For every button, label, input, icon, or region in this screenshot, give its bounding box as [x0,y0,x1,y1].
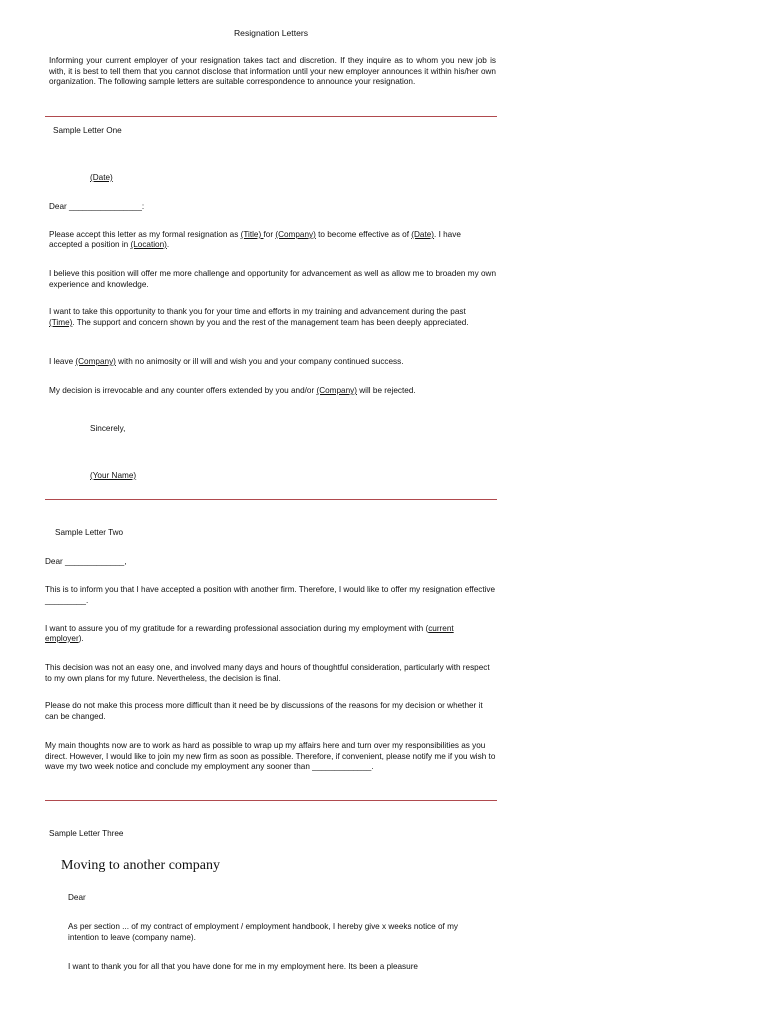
section-divider [45,116,497,117]
letter-two-para-2-line-2: employer). [45,634,84,643]
letter-three-para-1: As per section ... of my contract of employment / employment handbook, I hereby give x weeks notice of my intention to leave (company name). [68,922,458,942]
letter-one-salutation: Dear ________________: [49,202,145,211]
section-divider [45,499,497,500]
letter-two-heading: Sample Letter Two [55,528,124,537]
letter-one-para-5: My decision is irrevocable and any counter offers extended by you and/or (Company) will be rejected. [49,386,416,395]
document-title: Resignation Letters [233,28,309,38]
letter-two-para-4: Please do not make this process more difficult than it need be by discussions of the reasons for my decision or whether it can be changed. [45,701,483,721]
letter-two-para-2-line-1: I want to assure you of my gratitude for a rewarding professional association during my employment with (current [45,624,454,633]
section-divider [45,800,497,801]
letter-three-para-2: I want to thank you for all that you have done for me in my employment here. Its been a pleasure [68,962,418,971]
letter-two-para-5: My main thoughts now are to work as hard as possible to wrap up my affairs here and turn over my responsibilities as you direct. However, I would like to join my new firm as soon as possible. Therefore, if convenient, please notify me if you wish to wave my two week notice and conclude my employment any sooner than _____________. [45,741,496,772]
letter-one-closing: Sincerely, [90,424,126,433]
letter-two-para-3: This decision was not an easy one, and involved many days and hours of thoughtful consideration, particularly with respect to my own plans for my future. Nevertheless, the decision is final. [45,663,490,683]
letter-three-subtitle: Moving to another company [61,858,221,873]
letter-three-salutation: Dear [68,893,86,902]
letter-one-para-3-line-1: I want to take this opportunity to thank you for your time and efforts in my training and advancement during the past [49,307,466,316]
letter-one-para-3-rest: (Time). The support and concern shown by you and the rest of the management team has been deeply appreciated. [49,318,469,327]
letter-two-para-1: This is to inform you that I have accepted a position with another firm. Therefore, I would like to offer my resignation effective _________. [45,585,496,605]
letter-one-heading: Sample Letter One [53,126,122,135]
letter-one-para-2: I believe this position will offer me more challenge and opportunity for advancement as well as allow me to broaden my own experience and knowledge. [49,269,496,289]
letter-one-para-4: I leave (Company) with no animosity or ill will and wish you and your company continued success. [49,357,404,366]
letter-two-salutation: Dear _____________, [45,557,127,566]
letter-one-para-1-line-2: accepted a position in (Location). [49,240,170,249]
letter-three-heading: Sample Letter Three [49,829,124,838]
letter-one-date: (Date) [90,173,113,182]
letter-one-para-1-line-1: Please accept this letter as my formal resignation as (Title) for (Company) to become effective as of (Date). I have [49,230,461,239]
letter-one-signature: (Your Name) [90,471,137,480]
intro-paragraph: Informing your current employer of your resignation takes tact and discretion. If they inquire as to whom you new job is with, it is best to tell them that you cannot disclose that information until your new employer announces it within his/her own organization. The following sample letters are suitable correspondence to announce your resignation. [49,56,496,87]
